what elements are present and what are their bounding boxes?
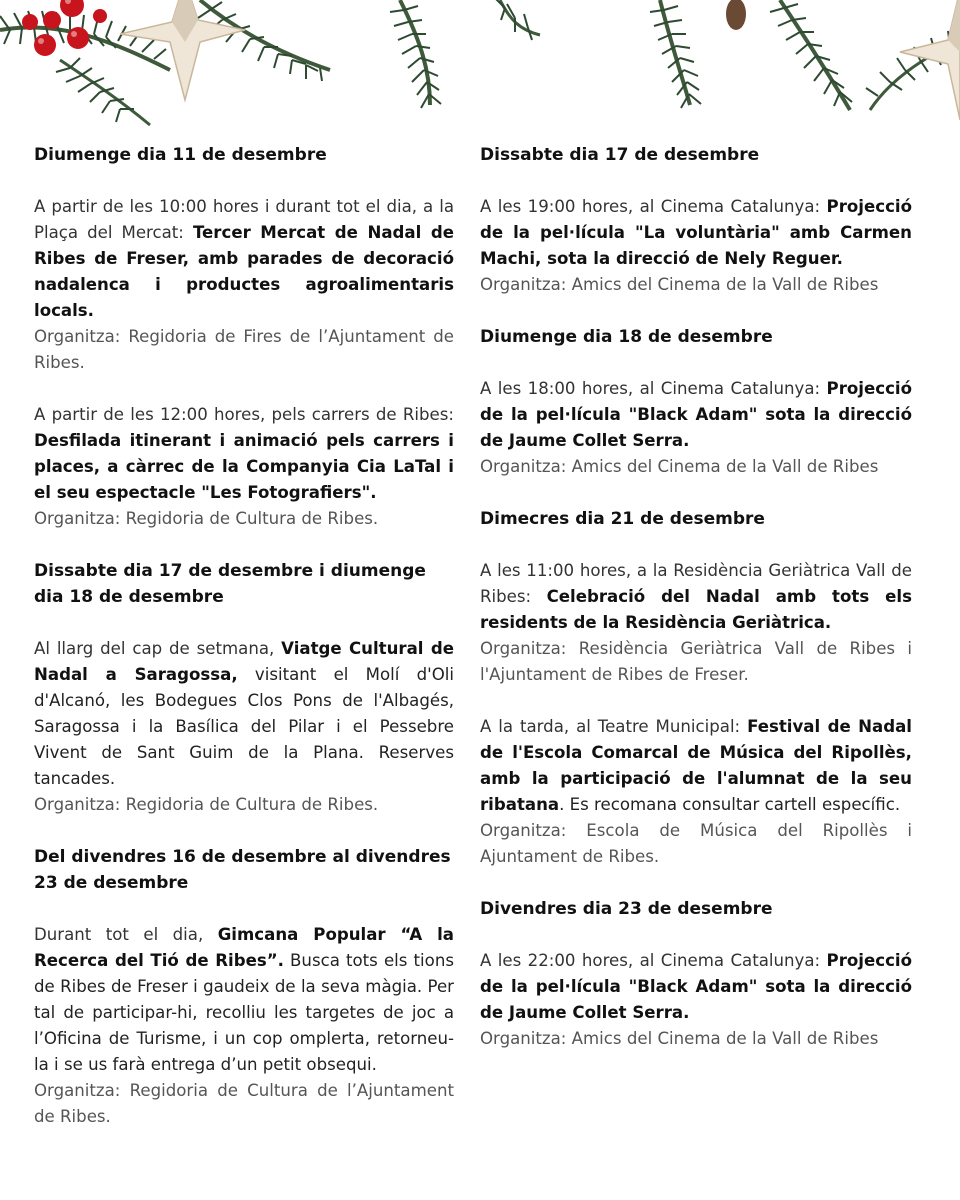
event-intro: A les 22:00 hores, al Cinema Catalunya: (480, 951, 827, 970)
day-heading: Del divendres 16 de desembre al divendres 23 de desembre (34, 847, 451, 893)
event-organizer: Organitza: Escola de Música del Ripollès i Ajuntament de Ribes. (480, 821, 912, 866)
day-heading: Dissabte dia 17 de desembre (480, 145, 760, 165)
event-organizer: Organitza: Amics del Cinema de la Vall de Ribes (480, 275, 879, 294)
event-organizer: Organitza: Amics del Cinema de la Vall de Ribes (480, 457, 879, 476)
event-title: Festival de Nadal de l'Escola Comarcal de Música del Ripollès, amb la participació de l'alumnat de la seu ribatana (480, 717, 912, 814)
event-description (480, 714, 912, 818)
event-description (480, 194, 912, 272)
right-column (480, 142, 912, 1078)
left-column (34, 142, 454, 1156)
event-title: Projecció de la pel·lícula "La voluntària" amb Carmen Machi, sota la direcció de Nely Reguer. (480, 197, 912, 268)
event-description (34, 402, 454, 506)
event-intro: Al llarg del cap de setmana, (34, 639, 282, 658)
event-intro: A les 11:00 hores, a la Residència Geriàtrica Vall de Ribes: (480, 561, 912, 606)
christmas-header-decoration (0, 0, 960, 140)
event-intro: A les 18:00 hores, al Cinema Catalunya: (480, 379, 827, 398)
event-organizer: Organitza: Regidoria de Cultura de Ribes. (34, 795, 379, 814)
event-intro: Durant tot el dia, (34, 925, 218, 944)
event-title: Projecció de la pel·lícula "Black Adam" sota la direcció de Jaume Collet Serra. (480, 951, 912, 1022)
event-details: . Es recomana consultar cartell específic. (559, 795, 901, 814)
event-intro: A partir de les 10:00 hores i durant tot el dia, a la Plaça del Mercat: (34, 197, 454, 242)
day-heading: Divendres dia 23 de desembre (480, 899, 773, 919)
event-description (480, 376, 912, 454)
event-organizer: Organitza: Residència Geriàtrica Vall de Ribes i l'Ajuntament de Ribes de Freser. (480, 639, 912, 684)
event-description (34, 194, 454, 324)
event-title: Desfilada itinerant i animació pels carrers i places, a càrrec de la Companyia Cia LaTal i el seu espectacle "Les Fotografiers". (34, 431, 454, 502)
event-intro: A partir de les 12:00 hores, pels carrers de Ribes: (34, 405, 454, 424)
event-title: Tercer Mercat de Nadal de Ribes de Freser, amb parades de decoració nadalenca i productes agroalimentaris locals. (34, 223, 454, 320)
day-heading: Diumenge dia 18 de desembre (480, 327, 773, 347)
event-title: Viatge Cultural de Nadal a Saragossa, (34, 639, 454, 684)
event-organizer: Organitza: Regidoria de Cultura de Ribes. (34, 509, 379, 528)
event-details: visitant el Molí d'Oli d'Alcanó, les Bodegues Clos Pons de l'Albagés, Saragossa i la Basílica del Pilar i el Pessebre Vivent de Sant Guim de la Plana. Reserves tancades. (34, 665, 454, 788)
day-heading: Dissabte dia 17 de desembre i diumenge dia 18 de desembre (34, 561, 426, 607)
event-title: Celebració del Nadal amb tots els residents de la Residència Geriàtrica. (480, 587, 912, 632)
event-intro: A les 19:00 hores, al Cinema Catalunya: (480, 197, 827, 216)
event-description (34, 636, 454, 792)
event-description (480, 558, 912, 636)
event-description (480, 948, 912, 1026)
event-details: Busca tots els tions de Ribes de Freser i gaudeix de la seva màgia. Per tal de participar-hi, recolliu les targetes de joc a l’Oficina de Turisme, i un cop omplerta, retorneu-la i se us farà entrega d’un petit obsequi. (34, 951, 454, 1074)
event-organizer: Organitza: Regidoria de Cultura de l’Ajuntament de Ribes. (34, 1081, 454, 1126)
event-description (34, 922, 454, 1078)
day-heading: Dimecres dia 21 de desembre (480, 509, 765, 529)
event-title: Gimcana Popular “A la Recerca del Tió de Ribes”. (34, 925, 455, 970)
day-heading: Diumenge dia 11 de desembre (34, 145, 327, 165)
event-intro: A la tarda, al Teatre Municipal: (480, 717, 748, 736)
event-organizer: Organitza: Amics del Cinema de la Vall de Ribes (480, 1029, 879, 1048)
event-organizer: Organitza: Regidoria de Fires de l’Ajuntament de Ribes. (34, 327, 454, 372)
pine-branches-illustration (0, 0, 960, 140)
event-title: Projecció de la pel·lícula "Black Adam" sota la direcció de Jaume Collet Serra. (480, 379, 912, 450)
